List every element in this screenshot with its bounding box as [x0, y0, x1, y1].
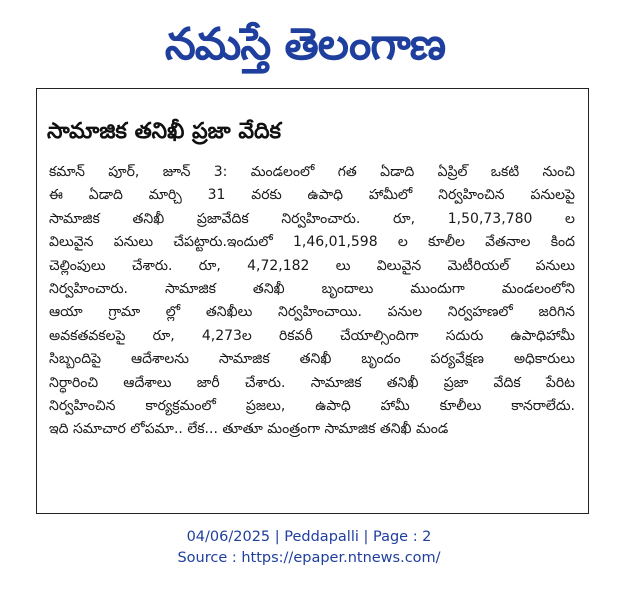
- article-line: కమాన్ పూర్, జూన్ 3: మండలంలో గత ఏడాది ఏప్రిల్ ఒకటి నుంచి: [49, 164, 575, 180]
- article-line: అవకతవకలపై రూ, 4,273ల రికవరీ చేయాల్సిందిగా సదురు ఉపాధిహామీ: [49, 327, 575, 344]
- article-line: విలువైన పనులు చేపట్టారు.ఇందులో 1,46,01,598 ల కూలీల వేతనాల కింద: [49, 234, 575, 251]
- article-line: సిబ్బందిపై ఆదేశాలను సామాజిక తనిఖీ బృందం పర్యవేక్షణ అధికారులు: [49, 351, 575, 368]
- article-line: ఆయా గ్రామా ల్లో తనిఖీలు నిర్వహించాయి. పనుల నిర్వహణలో జరిగిన: [49, 304, 575, 321]
- caption-date-edition: 04/06/2025 | Peddapalli | Page : 2: [186, 529, 432, 545]
- source-caption: [0, 527, 618, 569]
- article-line: నిర్వహించిన కార్యక్రమంలో ప్రజలు, ఉపాధి హామీ కూలీలు కానరాలేదు.: [49, 397, 575, 414]
- article-line: ఈ ఏడాది మార్చి 31 వరకు ఉపాధి హామీలో నిర్వహించిన పనులపై: [49, 187, 575, 204]
- caption-source-link: Source : https://epaper.ntnews.com/: [177, 550, 441, 566]
- article-line: సామాజిక తనిఖీ ప్రజావేదిక నిర్వహించారు. రూ, 1,50,73,780 ల: [49, 210, 575, 227]
- article-line: చెల్లింపులు చేశారు. రూ, 4,72,182 లు విలువైన మెటీరియల్ పనులు: [49, 257, 575, 274]
- article-line: నిర్ధారించి ఆదేశాలు జారీ చేశారు. సామాజిక తనిఖీ ప్రజా వేదిక పేరిట: [49, 374, 575, 391]
- article-line: నిర్వహించారు. సామాజిక తనిఖీ బృందాలు ముందుగా మండలంలోని: [49, 280, 575, 297]
- cut-off-text-bottom: [49, 509, 575, 514]
- cut-off-text-top: [45, 88, 305, 101]
- article-body: [49, 161, 575, 442]
- masthead-logo: నమస్తే తెలంగాణ: [164, 19, 446, 70]
- article-clipping: [36, 88, 589, 514]
- article-line: ఇది సమాచార లోపమా.. లేక... తూతూ మంత్రంగా సామాజిక తనిఖీ మండ: [49, 421, 449, 438]
- article-headline: సామాజిక తనిఖీ ప్రజా వేదిక: [47, 119, 282, 144]
